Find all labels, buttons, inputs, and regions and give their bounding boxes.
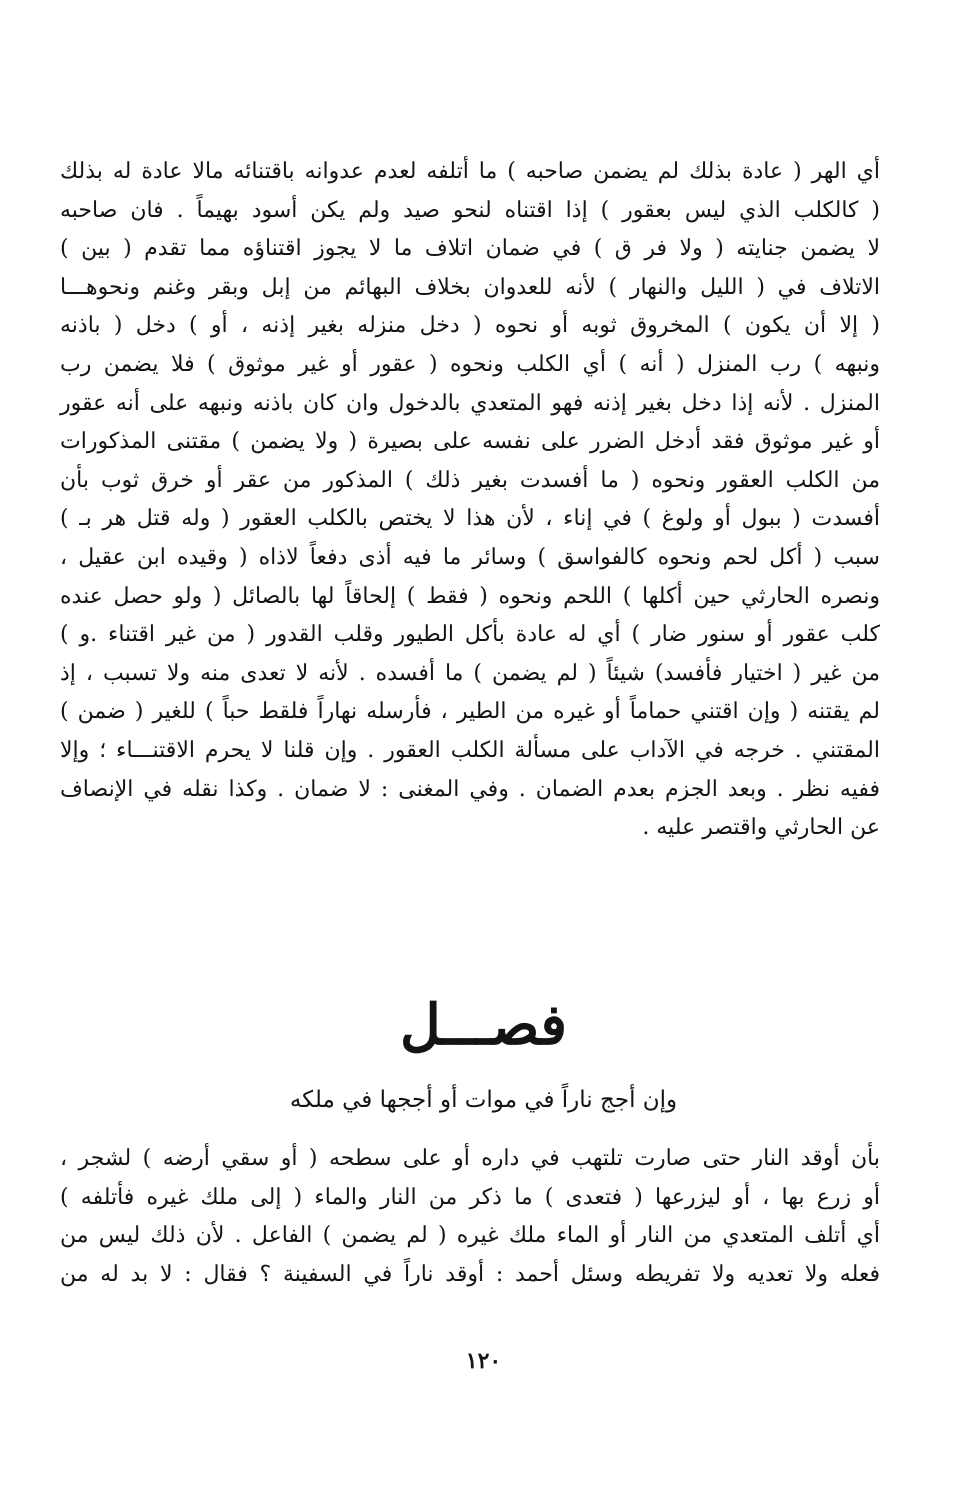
text-line: سبب ( أكل لحم ونحوه كالفواسق ) وسائر ما فيه أذى دفعاً لاذاه ( وقيده ابن عقيل ، (60, 544, 880, 570)
body-paragraph (60, 153, 880, 848)
text-line: بأن أوقد النار حتى صارت تلتهب في داره أو على سطحه ( أو سقي أرضه ) لشجر ، (60, 1146, 880, 1171)
section-heading: فصـــل (400, 992, 567, 1058)
text-line: المقتني . خرجه في الآداب على مسألة الكلب العقور . وإن قلنا لا يحرم الاقتنـــاء ؛ وإلا (60, 737, 880, 763)
text-line: أو زرع بها ، أو ليزرعها ( فتعدى ) ما ذكر من النار والماء ( إلى ملك غيره فأتلفه ) (60, 1184, 880, 1210)
text-line: أو غير موثوق فقد أدخل الضرر على نفسه على بصيرة ( ولا يضمن ) مقتنى المذكورات (60, 429, 880, 455)
text-line: ففيه نظر . وبعد الجزم بعدم الضمان . وفي المغنى : لا ضمان . وكذا نقله في الإنصاف (60, 776, 880, 802)
text-line: كلب عقور أو سنور ضار ) أي له عادة بأكل الطيور وقلب القدور ( من غير اقتناء .و ) (60, 622, 880, 648)
text-line: أي أتلف المتعدي من النار أو الماء ملك غيره ( لم يضمن ) الفاعل . لأن ذلك ليس من (60, 1223, 880, 1249)
text-line: الاتلاف في ( الليل والنهار ) لأنه للعدوان بخلاف البهائم من إبل وبقر وغنم ونحوهـــا (60, 274, 880, 300)
text-line: لا يضمن جنايته ( ولا فر ق ) في ضمان اتلاف ما لا يجوز اقتناؤه مما تقدم ( بين ) (60, 236, 880, 262)
text-line: لم يقتنه ( وإن اقتني حماماً أو غيره من الطير ، فأرسله نهاراً فلقط حباً ) للغير ( ضمن ) (60, 699, 880, 725)
text-line: فعله ولا تعديه ولا تفريطه وسئل أحمد : أوقد ناراً في السفينة ؟ فقال : لا بد له من (60, 1261, 880, 1287)
body-paragraph (60, 1140, 880, 1294)
text-line: المنزل . لأنه إذا دخل بغير إذنه فهو المتعدي بالدخول وان كان باذنه ونبهه على أنه عقور (60, 390, 880, 416)
text-line: ونصره الحارثي حين أكلها ) اللحم ونحوه ( فقط ) إلحاقاً لها بالصائل ( ولو حصل عنده (60, 583, 880, 609)
page-number: ١٢٠ (465, 1348, 502, 1374)
text-line: ( إلا أن يكون ) المخروق ثوبه أو نحوه ( دخل منزله بغير إذنه ، أو ) دخل ( باذنه (60, 313, 880, 339)
text-line: ونبهه ) رب المنزل ( أنه ) أي الكلب ونحوه ( عقور أو غير موثوق ) فلا يضمن رب (60, 351, 880, 377)
text-line: أي الهر ( عادة بذلك لم يضمن صاحبه ) ما أتلفه لعدم عدوانه باقتنائه مالا عادة له بذلك (60, 159, 880, 184)
section-subheading: وإن أجج ناراً في موات أو أججها في ملكه (289, 1087, 678, 1113)
text-line: من الكلب العقور ونحوه ( ما أفسدت بغير ذلك ) المذكور من عقر أو خرق ثوب بأن (60, 467, 880, 493)
text-line: أفسدت ( ببول أو ولوغ ) في إناء ، لأن هذا لا يختص بالكلب العقور ( وله قتل هر بـ ) (60, 506, 880, 532)
text-line: عن الحارثي واقتصر عليه . (642, 815, 880, 841)
text-line: من غير ( اختيار فأفسد) شيئاً ( لم يضمن ) ما أفسده . لأنه لا تعدى منه ولا تسبب ، إذ (60, 660, 880, 686)
text-line: ( كالكلب الذي ليس بعقور ) إذا اقتناه لنحو صيد ولم يكن أسود بهيماً . فان صاحبه (60, 197, 880, 223)
